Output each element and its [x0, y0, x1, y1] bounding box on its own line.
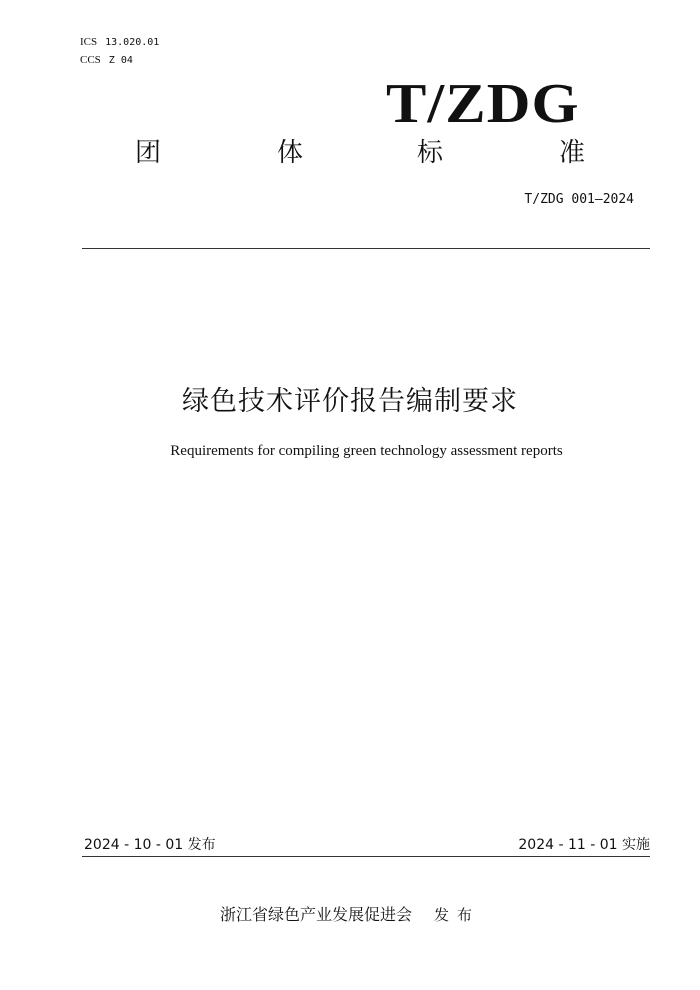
- ics-classification: [80, 35, 159, 50]
- ics-label: ICS: [80, 36, 98, 48]
- standard-type-char: 标: [416, 138, 443, 168]
- ccs-value: Z 04: [108, 55, 133, 66]
- publish-date: 2024 - 10 - 01 发布: [84, 837, 216, 853]
- date-row: [84, 834, 650, 856]
- publisher-name: 浙江省绿色产业发展促进会: [219, 905, 412, 924]
- standard-type-char: 准: [558, 138, 585, 168]
- standard-type-char: 体: [276, 138, 303, 168]
- implement-date: 2024 - 11 - 01 实施: [518, 837, 650, 853]
- ics-value: 13.020.01: [105, 37, 160, 48]
- standard-logo: T/ZDG: [386, 73, 580, 135]
- document-title-chinese: 绿色技术评价报告编制要求: [182, 386, 518, 417]
- ccs-label: CCS: [80, 54, 101, 66]
- ccs-classification: [80, 53, 133, 68]
- issue-label: 发布: [434, 906, 481, 924]
- document-title-english: Requirements for compiling green technology assessment reports: [170, 443, 563, 459]
- standard-type: [0, 136, 700, 172]
- standard-number: T/ZDG 001—2024: [524, 192, 634, 207]
- header-divider: [82, 248, 650, 249]
- publisher-line: [0, 902, 700, 928]
- footer-divider: [82, 856, 650, 857]
- standard-type-char: 团: [134, 138, 161, 168]
